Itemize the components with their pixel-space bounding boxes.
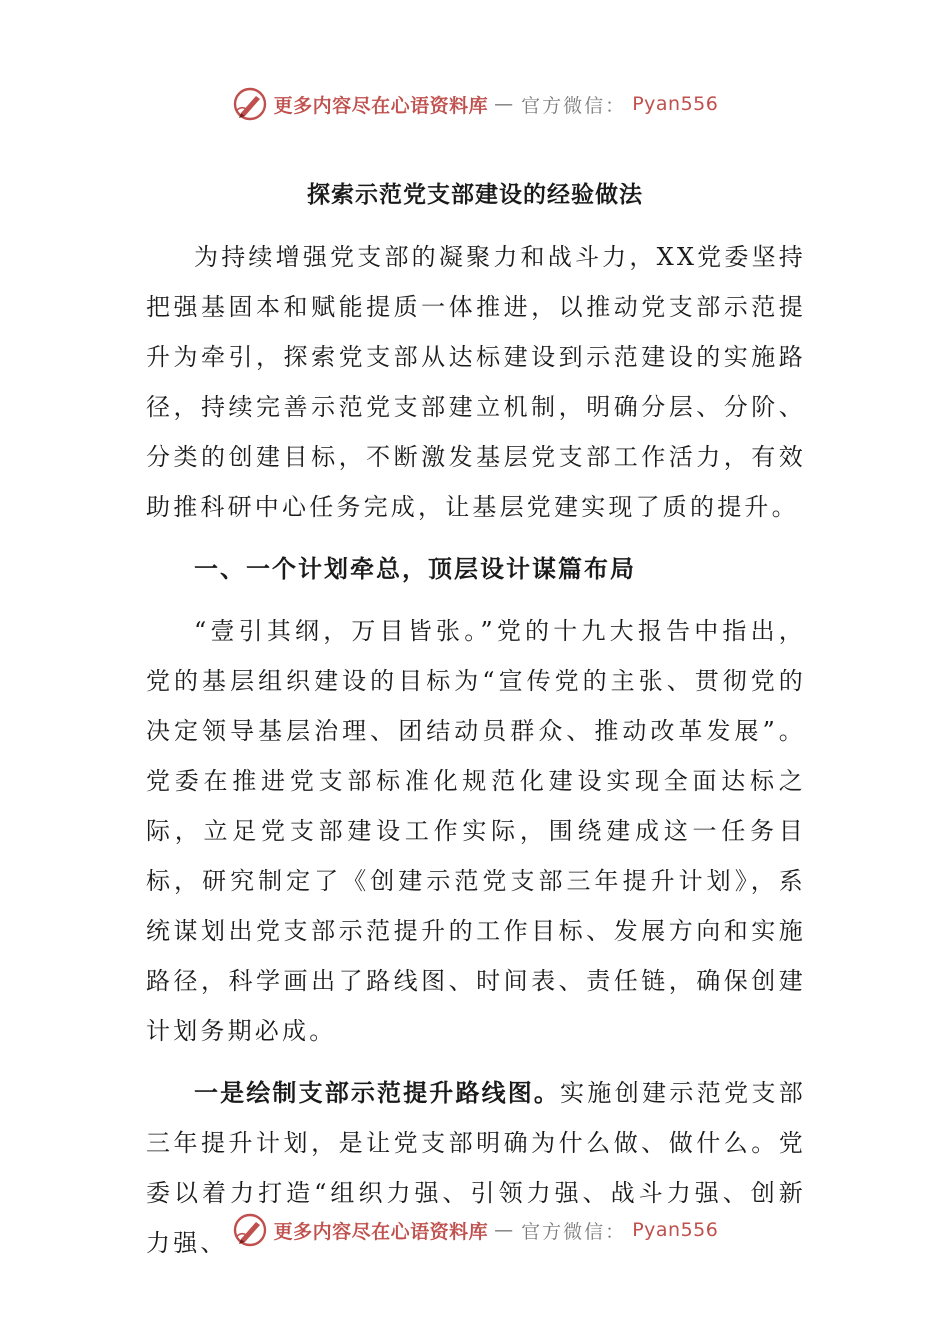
section-1-paragraph: “壹引其纲，万目皆张。”党的十九大报告中指出，党的基层组织建设的目标为“宣传党的主张、贯彻党的决定领导基层治理、团结动员群众、推动改革发展”。党委在推进党支部标准化规范化建设实现全面达标之际，立足党支部建设工作实际，围绕建成这一任务目标，研究制定了《创建示范党支部三年提升计划》，系统谋划出党支部示范提升的工作目标、发展方向和实施路径，科学画出了路线图、时间表、责任链，确保创建计划务期必成。	[146, 617, 806, 1045]
banner-sub-text: 官方微信：	[521, 94, 627, 117]
banner-separator: —	[494, 93, 516, 115]
section-1-heading: 一、一个计划牵总，顶层设计谋篇布局	[194, 555, 636, 583]
header-watermark-banner	[0, 82, 950, 126]
pen-logo-icon	[232, 1212, 268, 1248]
intro-paragraph: 为持续增强党支部的凝聚力和战斗力，XX党委坚持把强基固本和赋能提质一体推进，以推动党支部示范提升为牵引，探索党支部从达标建设到示范建设的实施路径，持续完善示范党支部建立机制，明确分层、分阶、分类的创建目标，不断激发基层党支部工作活力，有效助推科研中心任务完成，让基层党建实现了质的提升。	[146, 243, 806, 521]
banner-wechat-id: Pyan556	[632, 93, 719, 115]
banner-main-text: 更多内容尽在心语资料库	[273, 94, 489, 117]
banner-separator: —	[494, 1219, 516, 1241]
point-1-text: 实施创建示范党支部三年提升计划，是让党支部明确为什么做、做什么。党委以着力打造“组织力强、引领力强、战斗力强、创新力强、	[146, 1079, 806, 1257]
banner-main-text: 更多内容尽在心语资料库	[273, 1220, 489, 1243]
banner-sub-text: 官方微信：	[521, 1220, 627, 1243]
document-body	[146, 232, 806, 1268]
point-1-lead: 一是绘制支部示范提升路线图。	[194, 1079, 561, 1107]
banner-wechat-id: Pyan556	[632, 1219, 719, 1241]
footer-watermark-banner	[0, 1208, 950, 1252]
pen-logo-icon	[232, 86, 268, 122]
document-title: 探索示范党支部建设的经验做法	[307, 182, 643, 208]
